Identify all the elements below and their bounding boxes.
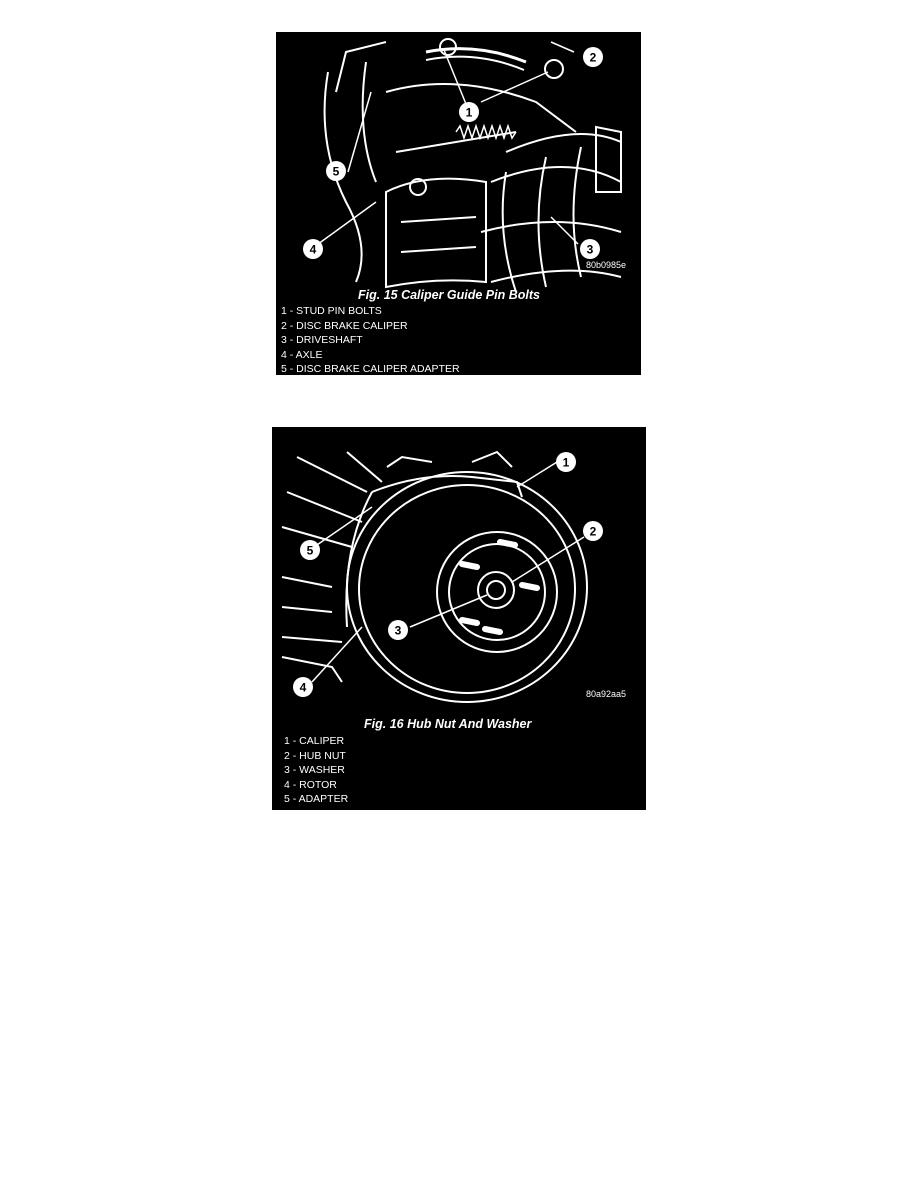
callout-4: 4: [299, 680, 307, 695]
callout-3: 3: [586, 242, 594, 257]
callout-2: 2: [589, 524, 597, 539]
caliper-guide-pin-bolts-illustration: [276, 32, 641, 312]
legend-item: 3 - WASHER: [284, 764, 345, 776]
callout-3: 3: [394, 623, 402, 638]
hub-nut-and-washer-illustration: [272, 427, 646, 717]
callout-5: 5: [332, 164, 340, 179]
legend-item: 1 - STUD PIN BOLTS: [281, 305, 382, 317]
callout-2: 2: [589, 50, 597, 65]
figure-hub-nut-and-washer: [272, 427, 646, 810]
callout-markers: [303, 47, 603, 259]
figure-legend: [281, 304, 460, 375]
legend-item: 4 - AXLE: [281, 348, 323, 361]
legend-item: 3 - DRIVESHAFT: [281, 334, 363, 346]
callout-1: 1: [562, 455, 570, 470]
legend-item: 1 - CALIPER: [284, 735, 345, 747]
image-code: 80b0985e: [586, 260, 627, 270]
legend-item: 5 - ADAPTER: [284, 793, 349, 805]
image-code: 80a92aa5: [586, 689, 627, 699]
figure-legend: [284, 734, 348, 807]
figure-caption: Fig. 16 Hub Nut And Washer: [364, 717, 532, 731]
callout-markers: [293, 452, 603, 697]
legend-item: 4 - ROTOR: [284, 778, 337, 791]
legend-item: 2 - HUB NUT: [284, 749, 346, 762]
callout-1: 1: [465, 105, 473, 120]
figure-caption: Fig. 15 Caliper Guide Pin Bolts: [358, 288, 540, 302]
legend-item: 5 - DISC BRAKE CALIPER ADAPTER: [281, 363, 460, 375]
callout-4: 4: [309, 242, 317, 257]
legend-item: 2 - DISC BRAKE CALIPER: [281, 319, 408, 332]
figure-caliper-guide-pin-bolts: [276, 32, 641, 375]
callout-5: 5: [306, 543, 314, 558]
